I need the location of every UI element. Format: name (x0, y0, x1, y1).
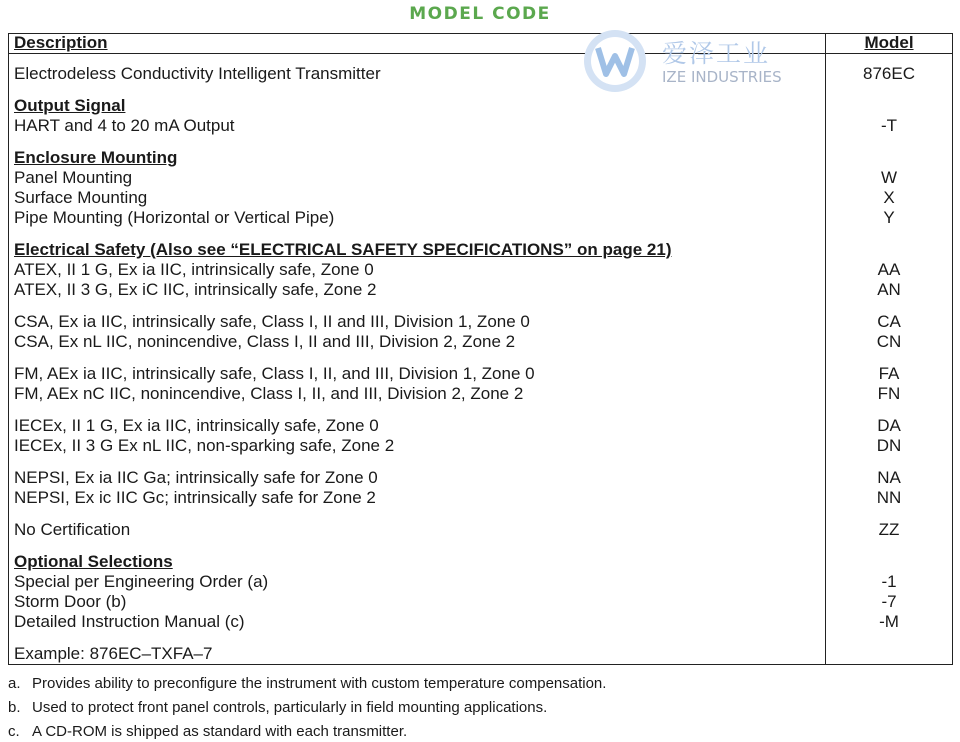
option-description: IECEx, II 1 G, Ex ia IIC, intrinsically safe, Zone 0 (14, 416, 379, 435)
option-description: Storm Door (b) (14, 592, 127, 611)
option-code: DA (877, 416, 901, 435)
option-description: CSA, Ex ia IIC, intrinsically safe, Class I, II and III, Division 1, Zone 0 (14, 312, 530, 331)
option-code: -1 (881, 572, 897, 591)
option-description: No Certification (14, 520, 131, 539)
option-code: Y (883, 208, 895, 227)
option-code: NA (877, 468, 901, 487)
option-description: ATEX, II 3 G, Ex iC IIC, intrinsically safe, Zone 2 (14, 280, 377, 299)
option-code: NN (876, 488, 902, 507)
option-description: Panel Mounting (14, 168, 133, 187)
footnote-a (8, 675, 606, 693)
option-description: NEPSI, Ex ia IIC Ga; intrinsically safe for Zone 0 (14, 468, 378, 487)
footnote-label: a. (8, 675, 21, 692)
option-code: -7 (881, 592, 897, 611)
option-code: AA (877, 260, 901, 279)
ize-logo-icon (582, 28, 654, 94)
option-code: FN (877, 384, 901, 403)
option-description: Example: 876EC–TXFA–7 (14, 644, 213, 663)
option-code: CA (877, 312, 901, 331)
option-code: ZZ (878, 520, 900, 539)
description-header: Description (14, 33, 108, 52)
option-code: FA (878, 364, 900, 383)
logo-chinese-text: 爱泽工业 (662, 39, 771, 68)
option-code: X (883, 188, 895, 207)
option-code: AN (877, 280, 901, 299)
option-code: 876EC (863, 64, 915, 83)
option-description: HART and 4 to 20 mA Output (14, 116, 235, 135)
option-description: Surface Mounting (14, 188, 148, 207)
model-header: Model (864, 33, 914, 52)
option-description: FM, AEx ia IIC, intrinsically safe, Class I, II, and III, Division 1, Zone 0 (14, 364, 535, 383)
section-heading: Electrical Safety (Also see “ELECTRICAL SAFETY SPECIFICATIONS” on page 21) (14, 240, 672, 259)
footnote-text: Used to protect front panel controls, particularly in field mounting applications. (32, 699, 548, 716)
option-code: CN (876, 332, 902, 351)
option-code: -T (880, 116, 898, 135)
footnote-label: b. (8, 699, 21, 716)
option-code: DN (876, 436, 902, 455)
option-description: Pipe Mounting (Horizontal or Vertical Pipe) (14, 208, 335, 227)
option-description: IECEx, II 3 G Ex nL IIC, non-sparking safe, Zone 2 (14, 436, 395, 455)
model-code-table (8, 33, 953, 665)
option-description: NEPSI, Ex ic IIC Gc; intrinsically safe for Zone 2 (14, 488, 376, 507)
option-description: Detailed Instruction Manual (c) (14, 612, 245, 631)
watermark-logo (582, 28, 782, 94)
footnote-label: c. (8, 723, 20, 740)
section-heading: Optional Selections (14, 552, 173, 571)
footnote-text: Provides ability to preconfigure the instrument with custom temperature compensation. (32, 675, 607, 692)
footnote-c (8, 723, 407, 741)
page-title: MODEL CODE (409, 4, 551, 24)
logo-english-text: IZE INDUSTRIES (662, 68, 782, 86)
option-description: CSA, Ex nL IIC, nonincendive, Class I, II and III, Division 2, Zone 2 (14, 332, 516, 351)
option-description: FM, AEx nC IIC, nonincendive, Class I, II, and III, Division 2, Zone 2 (14, 384, 524, 403)
option-description: ATEX, II 1 G, Ex ia IIC, intrinsically safe, Zone 0 (14, 260, 374, 279)
option-code: -M (879, 612, 899, 631)
header-divider (9, 53, 952, 54)
footnote-text: A CD-ROM is shipped as standard with each transmitter. (32, 723, 408, 740)
footnote-b (8, 699, 547, 717)
section-heading: Enclosure Mounting (14, 148, 178, 167)
section-heading: Output Signal (14, 96, 126, 115)
option-code: W (880, 168, 898, 187)
option-description: Special per Engineering Order (a) (14, 572, 269, 591)
option-description: Electrodeless Conductivity Intelligent Transmitter (14, 64, 381, 83)
